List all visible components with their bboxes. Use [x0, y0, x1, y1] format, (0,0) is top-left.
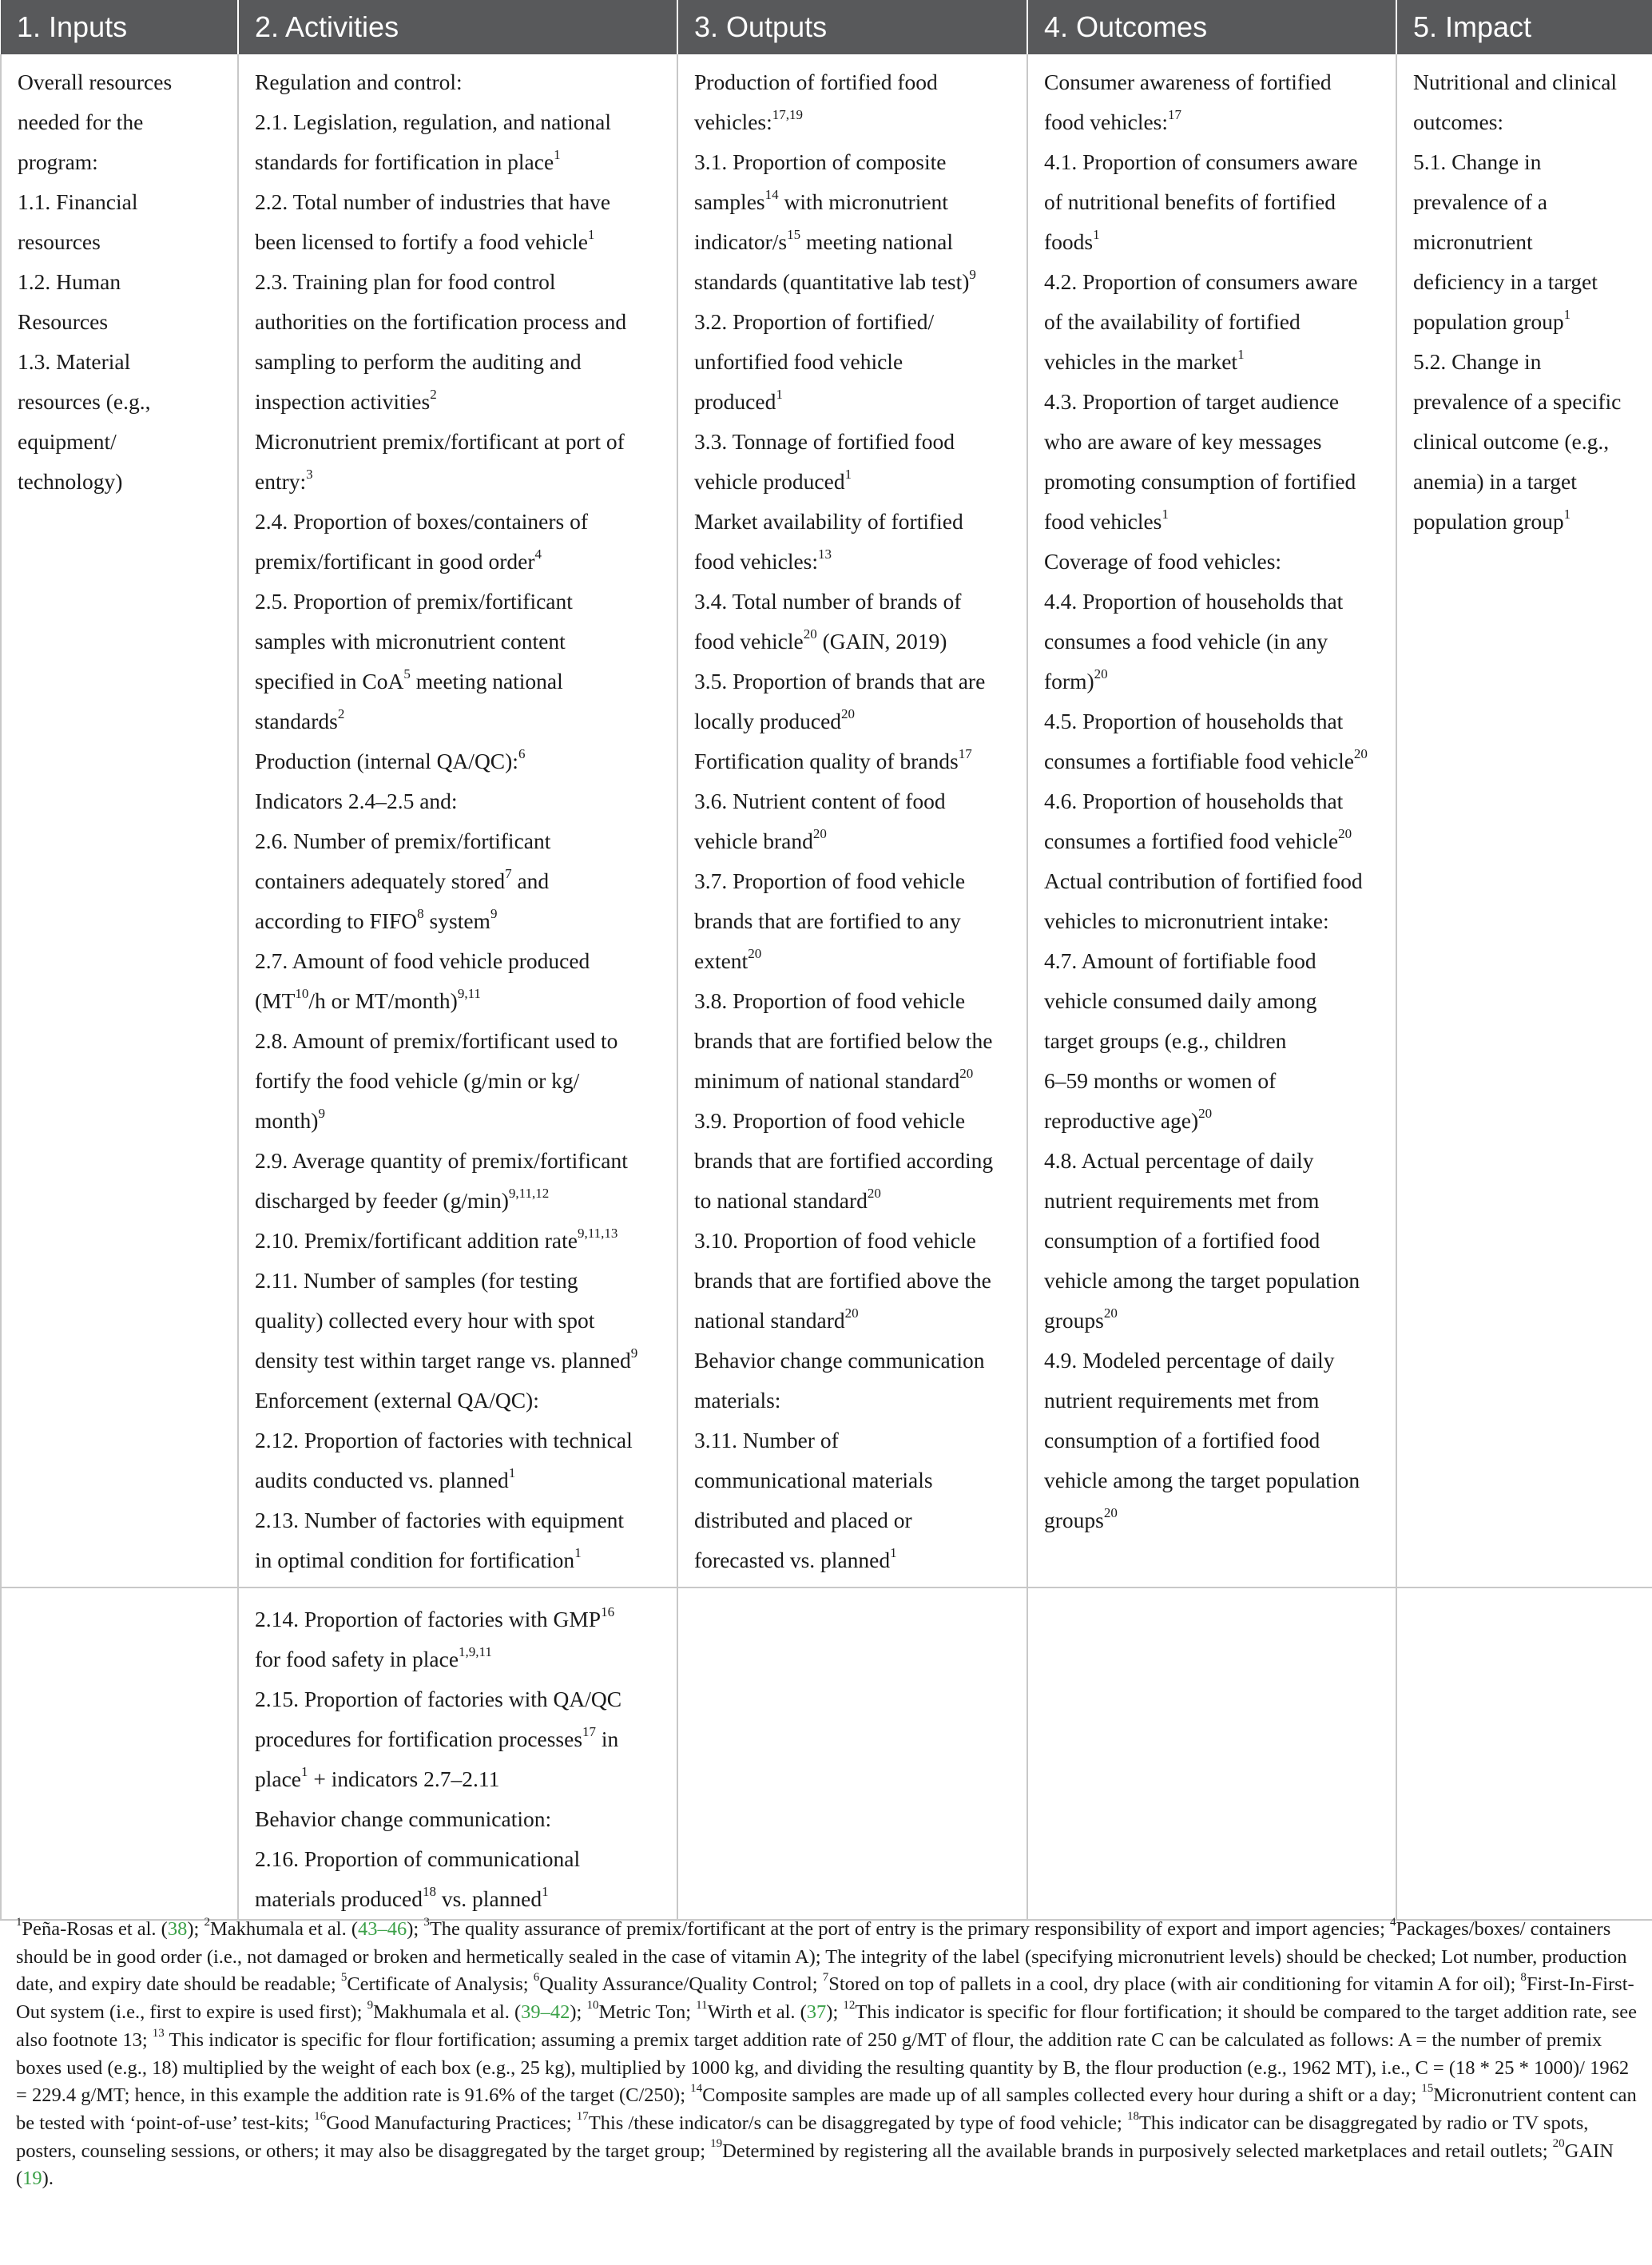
- cell-line: Consumer awareness of fortified: [1044, 70, 1332, 94]
- cell-line: 3.10. Proportion of food vehicle: [694, 1228, 976, 1253]
- cell-line: prevalence of a: [1413, 189, 1547, 214]
- cell-line: sampling to perform the auditing and: [255, 349, 582, 374]
- inputs-cell: [1, 54, 238, 1587]
- cell-line: Resources: [18, 309, 109, 334]
- cell-line: consumption of a fortified food: [1044, 1428, 1320, 1452]
- cell-line: groups$^{20}$: [1044, 1305, 1118, 1333]
- footnote-ref: 20: [1338, 825, 1352, 841]
- cell-line: audits conducted vs. planned$^1$: [255, 1464, 516, 1492]
- footnote-ref: 8: [417, 905, 424, 921]
- cell-line: 4.9. Modeled percentage of daily: [1044, 1348, 1335, 1373]
- footnote-ref: 17,19: [772, 106, 803, 122]
- cell-line: premix/fortificant in good order$^4$: [255, 546, 542, 574]
- cell-line: samples with micronutrient content: [255, 629, 566, 654]
- footnote-ref: 1: [844, 466, 852, 482]
- cell-line: Nutritional and clinical: [1413, 70, 1618, 94]
- footnote-ref: 10: [295, 985, 309, 1001]
- cell-line: 2.7. Amount of food vehicle produced: [255, 948, 590, 973]
- cell-line: form)$^{20}$: [1044, 666, 1108, 693]
- outputs-cell-empty: [677, 1587, 1027, 1920]
- cell-line: outcomes:: [1413, 109, 1504, 134]
- cell-line: population group$^1$: [1413, 506, 1571, 534]
- cell-line: 3.4. Total number of brands of: [694, 589, 962, 614]
- cell-line: vehicle produced$^1$: [694, 466, 852, 494]
- cell-line: 4.6. Proportion of households that: [1044, 789, 1344, 813]
- cell-line: brands that are fortified below the: [694, 1028, 993, 1053]
- footnote-ref: 6: [518, 745, 526, 761]
- cell-line: reproductive age)$^{20}$: [1044, 1105, 1213, 1133]
- footnote-ref: 17: [958, 745, 972, 761]
- cell-line: 2.3. Training plan for food control: [255, 269, 556, 294]
- table-row: [1, 54, 1652, 1587]
- cell-line: Indicators 2.4–2.5 and:: [255, 789, 458, 813]
- cell-line: 3.1. Proportion of composite: [694, 149, 947, 174]
- footnote-ref: 3: [306, 466, 313, 482]
- footnote-ref: 1: [542, 1883, 549, 1899]
- cell-line: needed for the: [18, 109, 144, 134]
- cell-line: density test within target range vs. planned$^9$: [255, 1345, 638, 1373]
- impact-cell: [1396, 54, 1652, 1587]
- cell-line: place$^1$ + indicators 2.7–2.11: [255, 1763, 500, 1791]
- cell-line: Coverage of food vehicles:: [1044, 549, 1282, 574]
- cell-line: prevalence of a specific: [1413, 389, 1622, 414]
- cell-line: Overall resources: [18, 70, 173, 94]
- cell-line: resources (e.g.,: [18, 389, 151, 414]
- cell-line: unfortified food vehicle: [694, 349, 903, 374]
- footnotes: $^1$Peña-Rosas et al. (38); $^2$Makhumala et al. (43–46); $^3$The quality assurance of premix/fortificant at the port of entry is the primary responsibility of export and import agencies; $^4$Packages/boxes/ containers should be in good order (i.e., not damaged or broken and hermetically sealed in the case of vitamin A); The integrity of the label (specifying micronutrient levels) should be checked; Lot number, production date, and expiry date should be readable; $^5$Certificate of Analysis; $^6$Quality Assurance/Quality Control; $^7$Stored on top of pallets in a cool, dry place (with air conditioning for vitamin A for oil); $^8$First-In-First-Out system (i.e., first to expire is used first); $^9$Makhumala et al. (39–42); $^{10}$Metric Ton; $^{11}$Wirth et al. (37); $^{12}$This indicator is specific for flour fortification; it should be compared to the target addition rate, see also footnote 13; $^{13}$ This indicator is specific for flour fortification; assuming a premix target addition rate of 250 g/MT of flour, the addition rate C can be calculated as follows: A = the number of premix boxes used (e.g., 18) multiplied by the weight of each box (e.g., 25 kg), multiplied by 1000 kg, and dividing the resulting quantity by B, the flour production (e.g., 1962 MT), i.e., C = (18 * 25 * 1000)/ 1962 = 229.4 g/MT; hence, in this example the addition rate is 91.6% of the target (C/250); $^{14}$Composite samples are made up of all samples collected every hour during a shift or a day; $^{15}$Micronutrient content can be tested with ‘point-of-use’ test-kits; $^{16}$Good Manufacturing Practices; $^{17}$This /these indicator/s can be disaggregated by type of food vehicle; $^{18}$This indicator can be disaggregated by radio or TV spots, posters, counseling sessions, or others; it may also be disaggregated by the target group; $^{19}$Determined by registering all the available brands in purposively selected marketplaces and retail outlets; $^{20}$GAIN (19).: [16, 1915, 1637, 2190]
- footnote-ref: 1: [776, 386, 783, 402]
- inputs-cell-empty: [1, 1587, 238, 1920]
- cell-line: minimum of national standard$^{20}$: [694, 1065, 974, 1093]
- cell-line: food vehicles:$^{13}$: [694, 546, 832, 574]
- cell-line: discharged by feeder $(g/\min)^{9,11,12}$: [255, 1185, 550, 1213]
- footnote-ref: 1: [574, 1544, 582, 1560]
- cell-line: fortify the food vehicle (g/min or kg/: [255, 1068, 580, 1093]
- cell-line: authorities on the fortification process and: [255, 309, 627, 334]
- outputs-cell: [677, 54, 1027, 1587]
- footnote-ref: 4: [534, 546, 542, 562]
- cell-line: brands that are fortified according: [694, 1148, 994, 1173]
- cell-line: 2.16. Proportion of communicational: [255, 1846, 581, 1871]
- cell-line: indicator/$s^{15}$ meeting national: [694, 226, 954, 254]
- cell-line: food vehicles:$^{17}$: [1044, 106, 1182, 134]
- footnote-ref: 1: [1563, 306, 1571, 322]
- cell-line: produced$^1$: [694, 386, 783, 414]
- cell-line: 1.1. Financial: [18, 189, 138, 214]
- cell-line: food vehicles$^1$: [1044, 506, 1169, 534]
- cell-line: 1.2. Human: [18, 269, 121, 294]
- footnote-ref: 1: [1563, 506, 1571, 522]
- cell-line: food vehicle$^{20}$ (GAIN, 2019): [694, 626, 947, 654]
- reference-link[interactable]: 39–42: [521, 2001, 570, 2024]
- cell-line: 3.3. Tonnage of fortified food: [694, 429, 955, 454]
- footnote-ref: 9: [630, 1345, 638, 1361]
- cell-line: inspection activities$^2$: [255, 386, 437, 414]
- cell-line: 3.5. Proportion of brands that are: [694, 669, 986, 693]
- cell-line: 1.3. Material: [18, 349, 131, 374]
- cell-line: foods$^1$: [1044, 226, 1100, 254]
- cell-line: 6–59 months or women of: [1044, 1068, 1277, 1093]
- outcomes-cell-empty: [1027, 1587, 1396, 1920]
- cell-line: according to FIFO$^8$ system$^9$: [255, 905, 498, 933]
- cell-line: Production (internal QA/QC):$^6$: [255, 745, 526, 773]
- cell-line: 2.11. Number of samples (for testing: [255, 1268, 578, 1293]
- cell-line: forecasted vs. planned$^1$: [694, 1544, 897, 1572]
- footnote-ref: 20: [1198, 1105, 1213, 1121]
- cell-line: Micronutrient premix/fortificant at port of: [255, 429, 625, 454]
- cell-line: 2.6. Number of premix/fortificant: [255, 829, 551, 853]
- cell-line: 2.10. Premix/fortificant addition rate$^{9,11,13}$: [255, 1225, 618, 1253]
- cell-line: vehicles:$^{17,19}$: [694, 106, 803, 134]
- cell-line: month)$^9$: [255, 1105, 325, 1133]
- cell-line: who are aware of key messages: [1044, 429, 1322, 454]
- impact-cell-empty: [1396, 1587, 1652, 1920]
- footnote-ref: 9,11: [457, 985, 481, 1001]
- footnote-ref: 20: [867, 1185, 881, 1201]
- cell-line: standards$^2$: [255, 705, 345, 733]
- footnote-ref: 20: [959, 1065, 974, 1081]
- cell-line: vehicle brand$^{20}$: [694, 825, 827, 853]
- cell-line: extent$^{20}$: [694, 945, 762, 973]
- footnote-ref: 1: [1093, 226, 1100, 242]
- footnote-ref: 9: [969, 266, 976, 282]
- cell-line: nutrient requirements met from: [1044, 1188, 1320, 1213]
- cell-line: 2.2. Total number of industries that have: [255, 189, 611, 214]
- cell-line: Actual contribution of fortified food: [1044, 868, 1363, 893]
- cell-line: in optimal condition for fortification$^1$: [255, 1544, 582, 1572]
- cell-line: 4.7. Amount of fortifiable food: [1044, 948, 1316, 973]
- footnote-ref: 1: [554, 146, 561, 162]
- footnote-ref: 9: [318, 1105, 325, 1121]
- cell-line: entry:$^3$: [255, 466, 313, 494]
- cell-line: locally produced$^{20}$: [694, 705, 856, 733]
- footnote-ref: 20: [1103, 1305, 1118, 1321]
- cell-line: 2.1. Legislation, regulation, and national: [255, 109, 612, 134]
- footnote-ref: 20: [812, 825, 827, 841]
- cell-line: samples$^{14}$ with micronutrient: [694, 186, 948, 214]
- cell-line: 3.8. Proportion of food vehicle: [694, 988, 966, 1013]
- footnote-ref: 1: [508, 1464, 516, 1480]
- footnote-ref: 17: [582, 1723, 597, 1739]
- header-outcomes: 4. Outcomes: [1027, 0, 1396, 54]
- footnote-ref: 17: [1168, 106, 1182, 122]
- cell-line: materials:: [694, 1388, 781, 1413]
- reference-link[interactable]: 19: [22, 2168, 42, 2190]
- cell-line: consumes a fortified food vehicle$^{20}$: [1044, 825, 1352, 853]
- cell-line: 2.14. Proportion of factories with GMP$^{16}$: [255, 1603, 615, 1631]
- header-row: [1, 0, 1652, 54]
- cell-line: brands that are fortified above the: [694, 1268, 991, 1293]
- cell-line: 2.12. Proportion of factories with technical: [255, 1428, 633, 1452]
- cell-line: been licensed to fortify a food vehicle$^1$: [255, 226, 595, 254]
- outcomes-cell: [1027, 54, 1396, 1587]
- reference-link[interactable]: 38: [167, 1918, 188, 1940]
- footnote-ref: 18: [422, 1883, 436, 1899]
- cell-line: 4.5. Proportion of households that: [1044, 709, 1344, 733]
- cell-line: consumption of a fortified food: [1044, 1228, 1320, 1253]
- table-row: [1, 1587, 1652, 1920]
- cell-line: 3.6. Nutrient content of food: [694, 789, 946, 813]
- cell-line: materials produced$^{18}$ vs. planned$^1$: [255, 1883, 549, 1911]
- cell-line: vehicles in the market$^1$: [1044, 346, 1245, 374]
- cell-line: 2.5. Proportion of premix/fortificant: [255, 589, 573, 614]
- cell-line: 5.1. Change in: [1413, 149, 1542, 174]
- cell-line: distributed and placed or: [694, 1508, 912, 1532]
- header-activities: 2. Activities: [238, 0, 677, 54]
- cell-line: standards (quantitative lab test)$^9$: [694, 266, 976, 294]
- cell-line: 5.2. Change in: [1413, 349, 1542, 374]
- footnote-ref: 16: [601, 1603, 615, 1619]
- cell-line: 4.8. Actual percentage of daily: [1044, 1148, 1314, 1173]
- footnote-ref: 9: [490, 905, 498, 921]
- cell-line: Enforcement (external QA/QC):: [255, 1388, 539, 1413]
- footnote-ref: 1: [587, 226, 595, 242]
- cell-line: 2.8. Amount of premix/fortificant used to: [255, 1028, 618, 1053]
- cell-line: 2.13. Number of factories with equipment: [255, 1508, 625, 1532]
- cell-line: Market availability of fortified: [694, 509, 963, 534]
- cell-line: to national standard$^{20}$: [694, 1185, 881, 1213]
- footnote-ref: 20: [1094, 666, 1108, 681]
- cell-line: Behavior change communication:: [255, 1806, 552, 1831]
- cell-line: communicational materials: [694, 1468, 933, 1492]
- cell-line: 3.9. Proportion of food vehicle: [694, 1108, 966, 1133]
- cell-line: consumes a food vehicle (in any: [1044, 629, 1328, 654]
- cell-line: program:: [18, 149, 98, 174]
- cell-line: Behavior change communication: [694, 1348, 985, 1373]
- footnote-ref: 20: [1103, 1504, 1118, 1520]
- cell-line: procedures for fortification processes$^{17}$ in: [255, 1723, 619, 1751]
- header-inputs: 1. Inputs: [1, 0, 238, 54]
- cell-line: Production of fortified food: [694, 70, 938, 94]
- cell-line: 2.15. Proportion of factories with QA/QC: [255, 1687, 622, 1711]
- cell-line: 4.3. Proportion of target audience: [1044, 389, 1340, 414]
- activities-cell: [238, 1587, 677, 1920]
- reference-link[interactable]: 43–46: [357, 1918, 407, 1940]
- footnote-ref: 9,11,13: [578, 1225, 618, 1241]
- cell-line: promoting consumption of fortified: [1044, 469, 1356, 494]
- header-impact: 5. Impact: [1396, 0, 1652, 54]
- footnote-ref: 2: [430, 386, 437, 402]
- cell-line: of nutritional benefits of fortified: [1044, 189, 1336, 214]
- cell-line: population group$^1$: [1413, 306, 1571, 334]
- footnote-ref: 2: [337, 705, 345, 721]
- cell-line: 2.9. Average quantity of premix/fortificant: [255, 1148, 628, 1173]
- footnote-ref: 9,11,12: [508, 1185, 550, 1201]
- footnote-ref: 1: [301, 1763, 308, 1779]
- cell-line: brands that are fortified to any: [694, 908, 961, 933]
- cell-line: target groups (e.g., children: [1044, 1028, 1287, 1053]
- cell-line: anemia) in a target: [1413, 469, 1577, 494]
- cell-line: groups$^{20}$: [1044, 1504, 1118, 1532]
- cell-line: 2.4. Proportion of boxes/containers of: [255, 509, 589, 534]
- cell-line: technology): [18, 469, 123, 494]
- activities-cell: [238, 54, 677, 1587]
- footnote-ref: 7: [505, 865, 512, 881]
- cell-line: containers adequately stored$^7$ and: [255, 865, 550, 893]
- cell-line: 3.11. Number of: [694, 1428, 839, 1452]
- footnote-ref: 20: [1353, 745, 1368, 761]
- cell-line: standards for fortification in place$^1$: [255, 146, 561, 174]
- cell-line: clinical outcome (e.g.,: [1413, 429, 1610, 454]
- cell-line: vehicle consumed daily among: [1044, 988, 1317, 1013]
- cell-line: for food safety in place$^{1,9,11}$: [255, 1643, 492, 1671]
- footnote-ref: 1: [1237, 346, 1245, 362]
- footnote-ref: 5: [403, 666, 411, 681]
- cell-line: micronutrient: [1413, 229, 1533, 254]
- cell-line: vehicles to micronutrient intake:: [1044, 908, 1329, 933]
- cell-line: (MT$^{10}$/h or MT/month)$^{9,11}$: [255, 985, 481, 1013]
- cell-line: quality) collected every hour with spot: [255, 1308, 595, 1333]
- footnote-ref: 15: [787, 226, 801, 242]
- cell-line: Fortification quality of brands$^{17}$: [694, 745, 972, 773]
- cell-line: nutrient requirements met from: [1044, 1388, 1320, 1413]
- footnote-ref: 20: [844, 1305, 859, 1321]
- footnote-ref: 13: [818, 546, 832, 562]
- cell-line: 3.7. Proportion of food vehicle: [694, 868, 966, 893]
- cell-line: equipment/: [18, 429, 117, 454]
- cell-line: vehicle among the target population: [1044, 1268, 1360, 1293]
- footnote-ref: 20: [841, 705, 856, 721]
- cell-line: national standard$^{20}$: [694, 1305, 859, 1333]
- reference-link[interactable]: 37: [806, 2001, 827, 2024]
- cell-line: 4.2. Proportion of consumers aware: [1044, 269, 1358, 294]
- cell-line: of the availability of fortified: [1044, 309, 1301, 334]
- footnote-ref: 1,9,11: [459, 1643, 492, 1659]
- cell-line: 3.2. Proportion of fortified/: [694, 309, 935, 334]
- cell-line: 4.4. Proportion of households that: [1044, 589, 1344, 614]
- footnote-ref: 1: [1162, 506, 1169, 522]
- cell-line: Regulation and control:: [255, 70, 463, 94]
- footnote-ref: 20: [803, 626, 817, 642]
- header-outputs: 3. Outputs: [677, 0, 1027, 54]
- cell-line: resources: [18, 229, 101, 254]
- footnote-ref: 1: [890, 1544, 897, 1560]
- footnote-ref: 20: [748, 945, 762, 961]
- cell-line: 4.1. Proportion of consumers aware: [1044, 149, 1358, 174]
- cell-line: specified in CoA$^5$ meeting national: [255, 666, 563, 693]
- cell-line: consumes a fortifiable food vehicle$^{20}$: [1044, 745, 1368, 773]
- footnote-ref: 14: [764, 186, 779, 202]
- cell-line: vehicle among the target population: [1044, 1468, 1360, 1492]
- cell-line: deficiency in a target: [1413, 269, 1598, 294]
